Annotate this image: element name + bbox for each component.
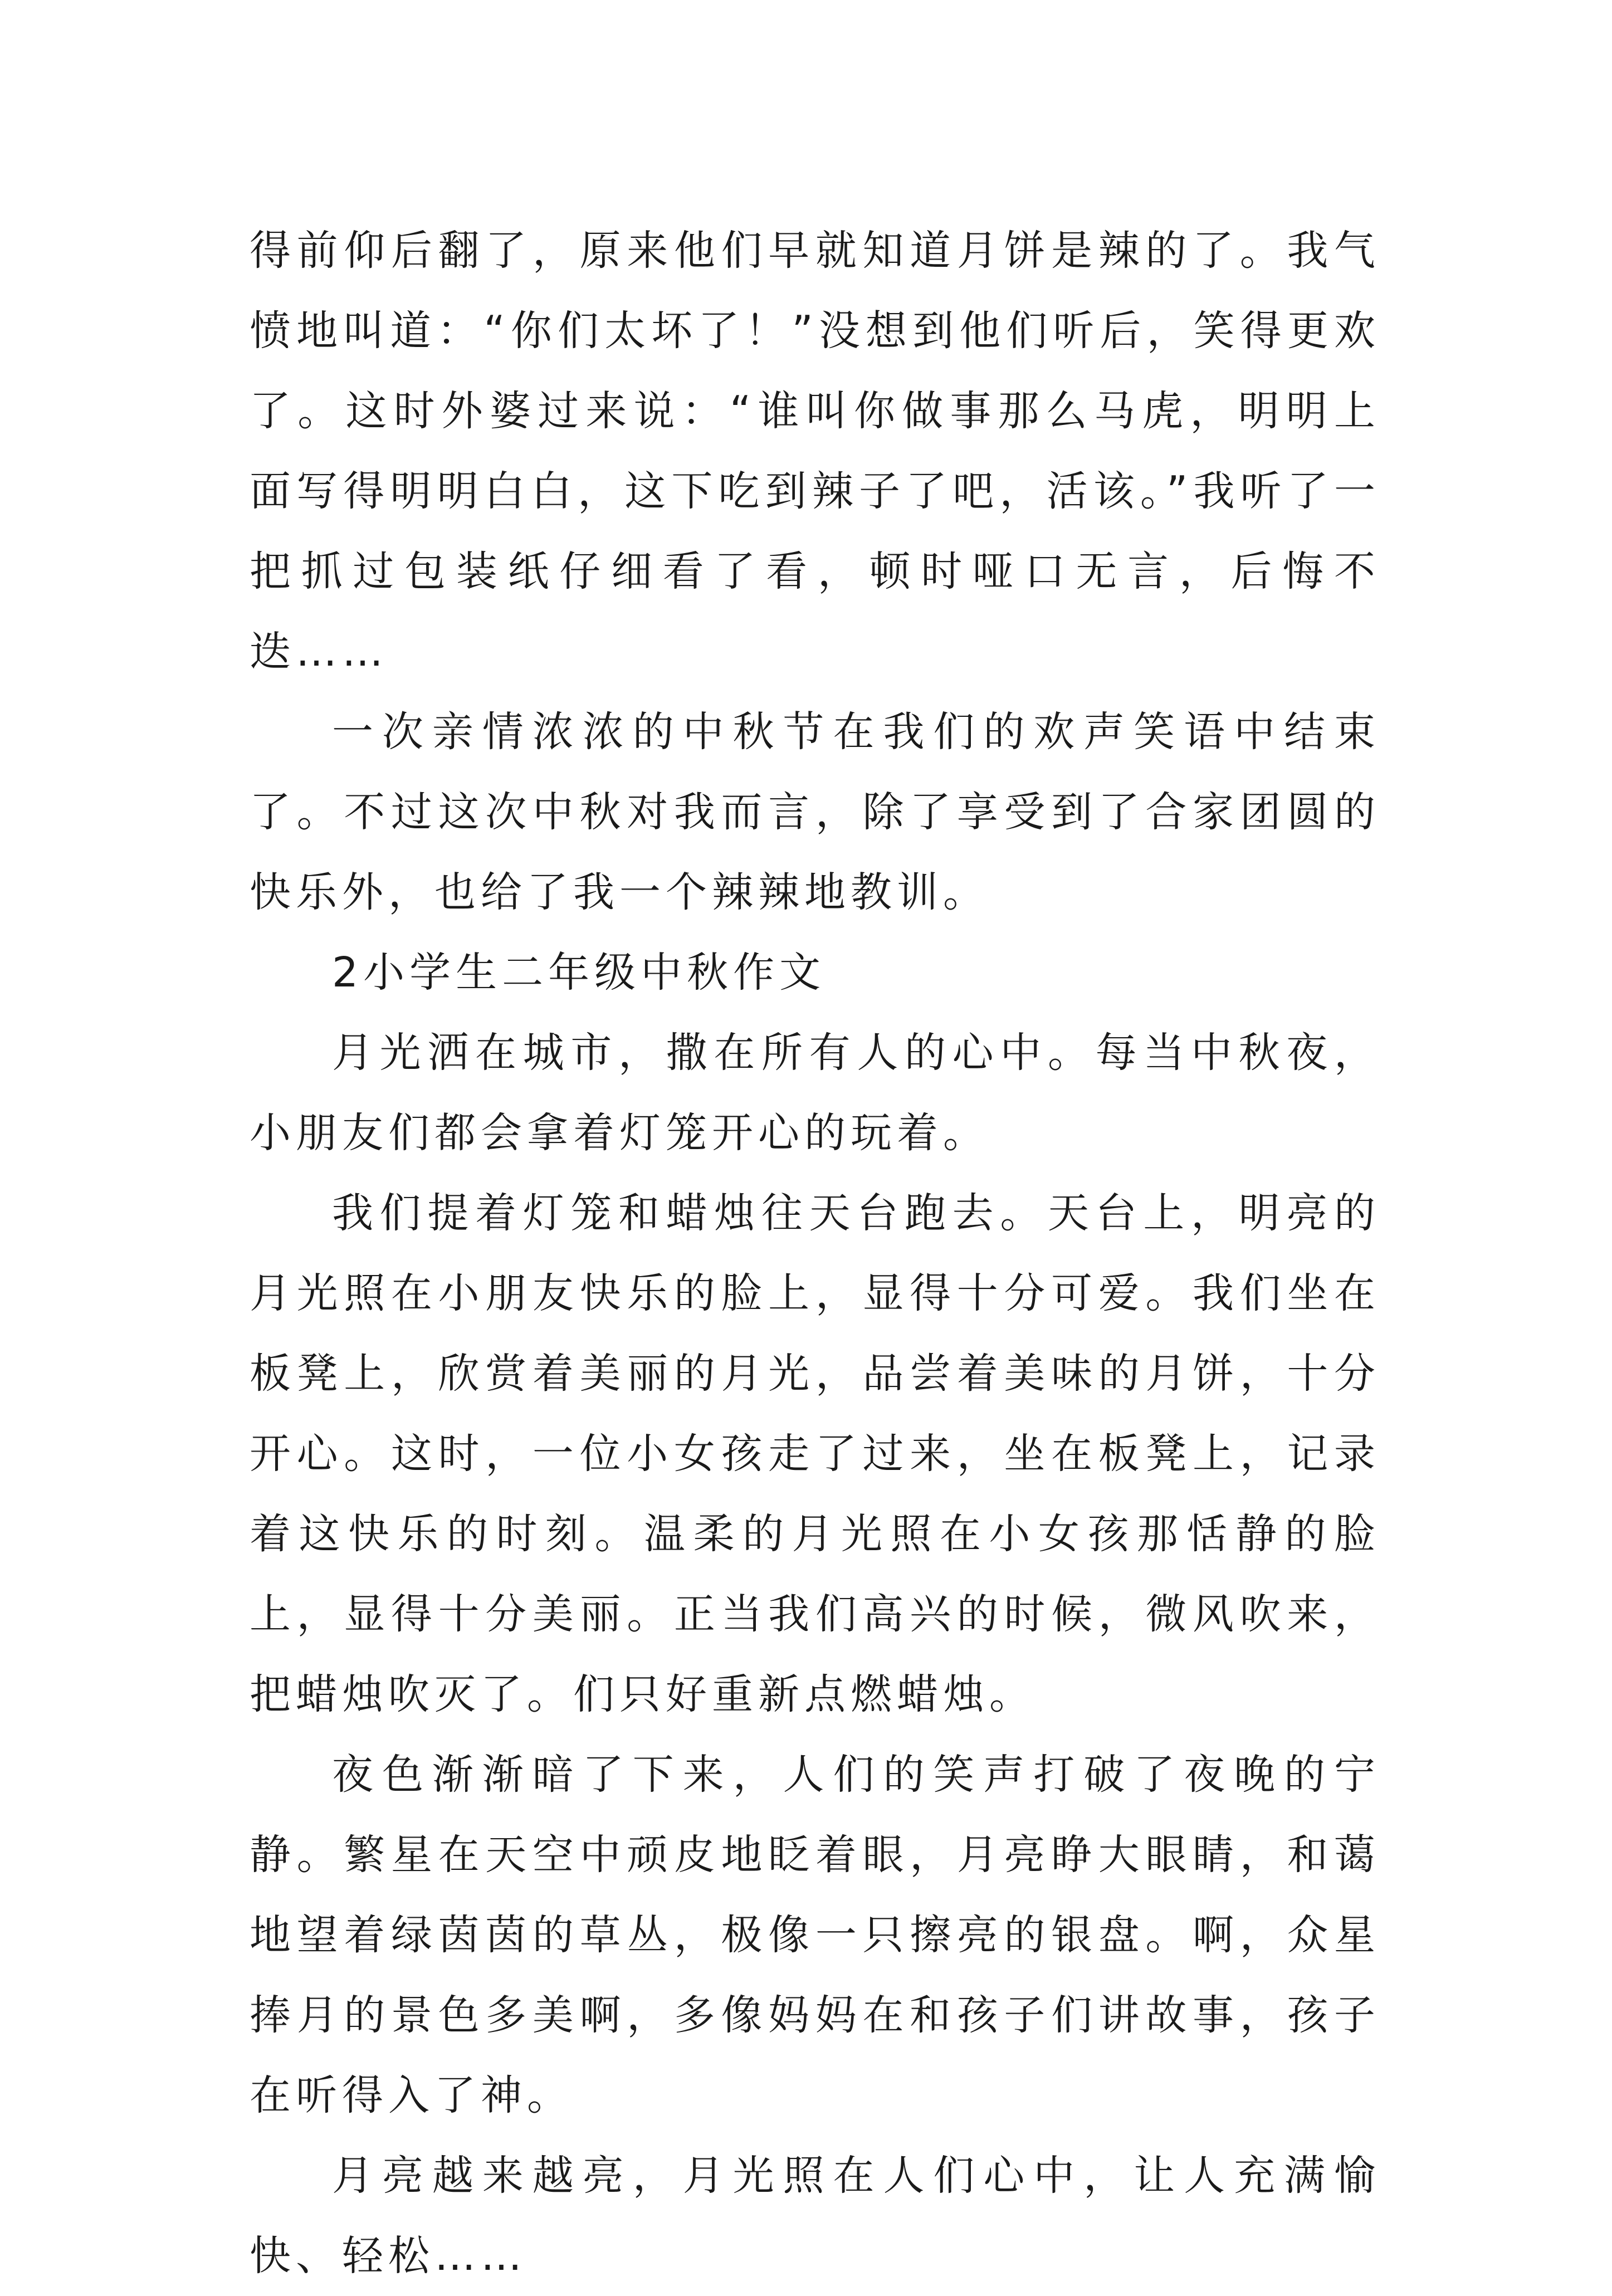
document-body [250, 211, 1380, 2296]
paragraph-night-stars: 夜色渐渐暗了下来，人们的笑声打破了夜晚的宁静。繁星在天空中顽皮地眨着眼，月亮睁大眼睛，和蔼地望着绿茵茵的草丛，极像一只擦亮的银盘。啊，众星捧月的景色多美啊，多像妈妈在和孩子们讲故事，孩子在听得入了神。 [250, 1751, 1380, 2119]
paragraph-continuation: 得前仰后翻了，原来他们早就知道月饼是辣的了。我气愤地叫道：“你们太坏了！”没想到他们听后，笑得更欢了。这时外婆过来说：“谁叫你做事那么马虎，明明上面写得明明白白，这下吃到辣子了吧，活该。”我听了一把抓过包装纸仔细看了看，顿时哑口无言，后悔不迭…… [250, 227, 1380, 676]
paragraph-mid-autumn-conclusion: 一次亲情浓浓的中秋节在我们的欢声笑语中结束了。不过这次中秋对我而言，除了享受到了合家团圆的快乐外，也给了我一个辣辣地教训。 [250, 708, 1380, 916]
section-heading: 2小学生二年级中秋作文 [332, 949, 826, 996]
paragraph-moon-brighter: 月亮越来越亮，月光照在人们心中，让人充满愉快、轻松…… [250, 2152, 1380, 2280]
paragraph-moonlight-city: 月光洒在城市，撒在所有人的心中。每当中秋夜，小朋友们都会拿着灯笼开心的玩着。 [250, 1029, 1380, 1157]
paragraph-rooftop-lanterns: 我们提着灯笼和蜡烛往天台跑去。天台上，明亮的月光照在小朋友快乐的脸上，显得十分可爱。我们坐在板凳上，欣赏着美丽的月光，品尝着美味的月饼，十分开心。这时，一位小女孩走了过来，坐在板凳上，记录着这快乐的时刻。温柔的月光照在小女孩那恬静的脸上，显得十分美丽。正当我们高兴的时候，微风吹来，把蜡烛吹灭了。们只好重新点燃蜡烛。 [250, 1189, 1380, 1718]
